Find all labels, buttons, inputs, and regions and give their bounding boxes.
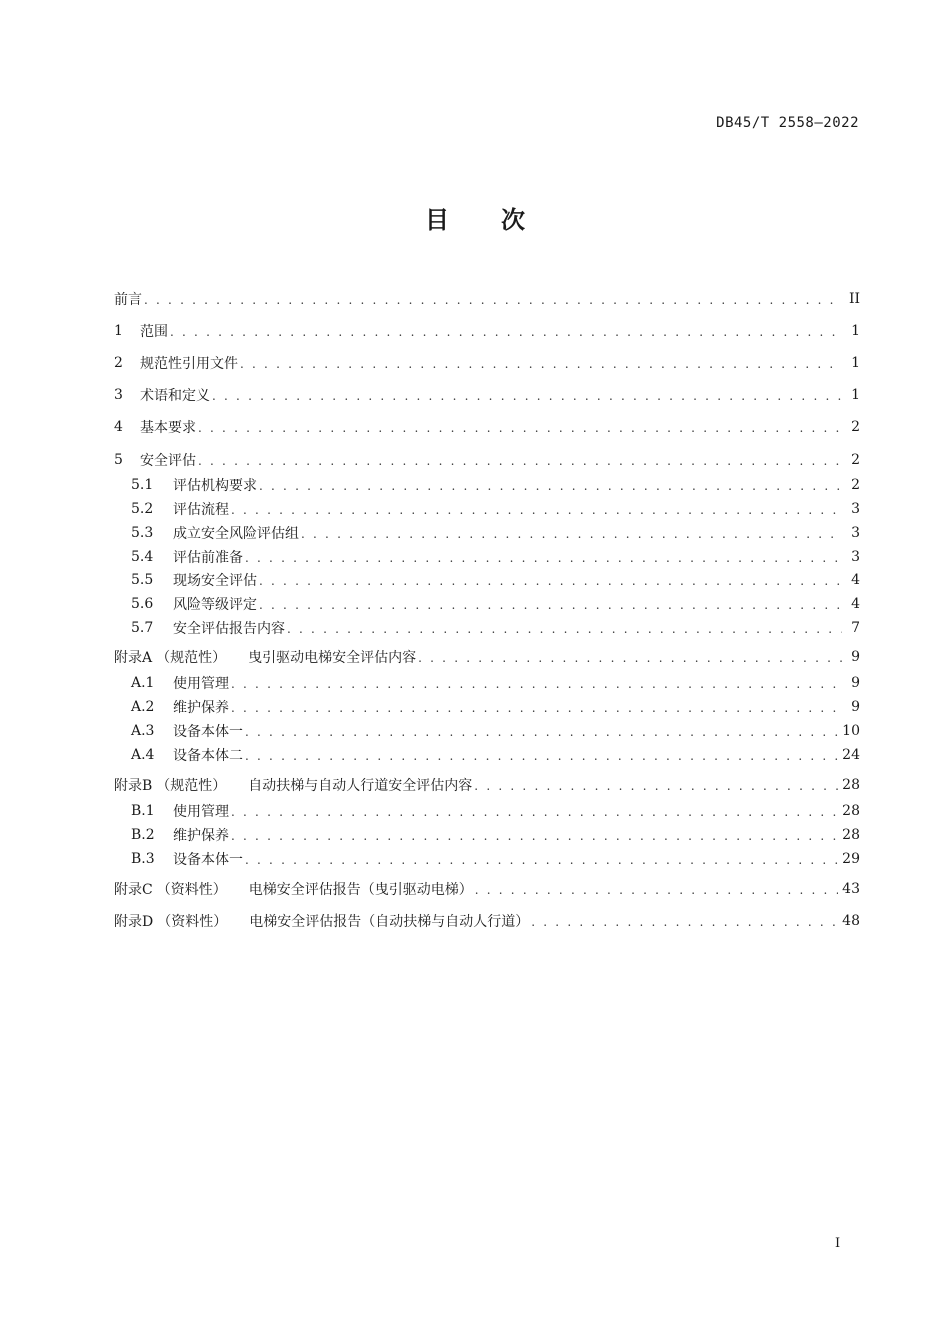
toc-number: 2	[114, 355, 123, 371]
toc-leader	[245, 723, 838, 739]
toc-number: 3	[114, 387, 123, 403]
toc-label: 维护保养	[173, 828, 229, 844]
toc-leader	[240, 355, 842, 371]
toc-label: 电梯安全评估报告（曳引驱动电梯）	[248, 882, 473, 898]
toc-entry-appendix-d[interactable]	[114, 911, 860, 931]
toc-entry-1[interactable]	[114, 321, 860, 341]
toc-leader	[475, 881, 838, 897]
toc-page: 10	[842, 723, 860, 739]
toc-entry-appendix-a[interactable]	[114, 647, 860, 667]
toc-label: 自动扶梯与自动人行道安全评估内容	[248, 778, 473, 794]
toc-number: 5.2	[131, 501, 154, 517]
toc-number: 5.5	[131, 572, 154, 588]
toc-appendix: 附录B	[114, 778, 153, 794]
toc-leader	[231, 675, 842, 691]
toc-page: 2	[851, 419, 860, 435]
toc-page: 29	[842, 851, 860, 867]
toc-label: 维护保养	[173, 700, 229, 716]
toc-entry-a-3[interactable]	[131, 721, 860, 741]
toc-leader	[170, 323, 842, 339]
toc-leader	[144, 291, 842, 307]
toc-entry-a-1[interactable]	[131, 673, 860, 693]
toc-number: A.4	[131, 747, 155, 763]
toc-number: 5.7	[131, 620, 154, 636]
toc-number: 5.6	[131, 596, 154, 612]
toc-label: 基本要求	[140, 420, 196, 436]
toc-label: 风险等级评定	[173, 597, 257, 613]
toc-number: 4	[114, 419, 123, 435]
toc-number: 5	[114, 452, 123, 468]
toc-entry-b-1[interactable]	[131, 801, 860, 821]
toc-label: 使用管理	[173, 676, 229, 692]
toc-label: 使用管理	[173, 804, 229, 820]
page-title	[0, 200, 950, 235]
toc-entry-3[interactable]	[114, 385, 860, 405]
toc-entry-5-1[interactable]	[131, 475, 860, 495]
toc-entry-5-6[interactable]	[131, 594, 860, 614]
toc-entry-5[interactable]	[114, 450, 860, 470]
toc-number: B.3	[131, 851, 155, 867]
toc-page: 9	[851, 675, 860, 691]
toc-leader	[259, 477, 842, 493]
title-char-1: 目	[425, 206, 449, 234]
toc-number: 5.1	[131, 477, 154, 493]
toc-page: 3	[851, 501, 860, 517]
toc-page: 28	[842, 803, 860, 819]
toc-page: 1	[851, 355, 860, 371]
toc-leader	[418, 649, 842, 665]
toc-page: 4	[851, 572, 860, 588]
toc-leader	[212, 387, 842, 403]
toc-appendix: 附录A	[114, 650, 153, 666]
toc-entry-a-4[interactable]	[131, 745, 860, 765]
toc-leader	[245, 851, 838, 867]
toc-page: 1	[851, 387, 860, 403]
toc-leader	[231, 803, 838, 819]
toc-entry-5-5[interactable]	[131, 570, 860, 590]
toc-leader	[231, 827, 838, 843]
toc-entry-5-3[interactable]	[131, 523, 860, 543]
toc-entry-b-2[interactable]	[131, 825, 860, 845]
toc-entry-b-3[interactable]	[131, 849, 860, 869]
toc-leader	[259, 596, 842, 612]
toc-number: 5.4	[131, 549, 154, 565]
toc-appendix: 附录D	[114, 914, 154, 930]
toc-page: 7	[851, 620, 860, 636]
toc-page: 24	[842, 747, 860, 763]
toc-entry-foreword[interactable]	[114, 289, 860, 309]
toc-label: 安全评估报告内容	[173, 621, 285, 637]
toc-page: 28	[842, 827, 860, 843]
toc-entry-5-4[interactable]	[131, 547, 860, 567]
standard-code: DB45/T 2558—2022	[716, 115, 859, 131]
toc-number: A.3	[131, 723, 155, 739]
toc-leader	[198, 419, 842, 435]
toc-number: B.2	[131, 827, 155, 843]
toc-appendix-type: （资料性）	[156, 882, 227, 898]
toc-leader	[474, 777, 838, 793]
toc-label: 安全评估	[140, 453, 196, 469]
toc-label: 电梯安全评估报告（自动扶梯与自动人行道）	[249, 914, 530, 930]
toc-entry-5-2[interactable]	[131, 499, 860, 519]
toc-page: 48	[842, 913, 860, 929]
toc-leader	[198, 452, 842, 468]
toc-leader	[531, 913, 838, 929]
toc-appendix: 附录C	[114, 882, 153, 898]
toc-number: A.2	[131, 699, 155, 715]
toc-entry-5-7[interactable]	[131, 618, 860, 638]
toc-page: 3	[851, 525, 860, 541]
page-number: I	[835, 1236, 841, 1251]
toc-page: 9	[851, 699, 860, 715]
toc-page: 9	[851, 649, 860, 665]
toc-label: 规范性引用文件	[140, 356, 238, 372]
toc-leader	[259, 572, 842, 588]
toc-entry-4[interactable]	[114, 417, 860, 437]
toc-leader	[287, 620, 842, 636]
toc-number: A.1	[131, 675, 155, 691]
toc-appendix-type: （资料性）	[157, 914, 228, 930]
toc-leader	[245, 747, 838, 763]
toc-page: 2	[851, 477, 860, 493]
toc-label: 评估前准备	[173, 550, 243, 566]
toc-leader	[245, 549, 842, 565]
toc-number: B.1	[131, 803, 155, 819]
toc-label: 现场安全评估	[173, 573, 257, 589]
toc-entry-a-2[interactable]	[131, 697, 860, 717]
toc-appendix-type: （规范性）	[156, 650, 227, 666]
toc-label: 设备本体一	[173, 852, 243, 868]
toc-leader	[231, 501, 842, 517]
toc-label: 曳引驱动电梯安全评估内容	[248, 650, 417, 666]
toc-entry-2[interactable]	[114, 353, 860, 373]
toc-entry-appendix-b[interactable]	[114, 775, 860, 795]
toc-leader	[301, 525, 842, 541]
toc-page: II	[848, 291, 860, 307]
toc-page: 28	[842, 777, 860, 793]
toc-page: 4	[851, 596, 860, 612]
toc-label: 设备本体一	[173, 724, 243, 740]
toc-label: 评估流程	[173, 502, 229, 518]
toc-appendix-type: （规范性）	[156, 778, 227, 794]
toc-page: 2	[851, 452, 860, 468]
toc-label: 术语和定义	[140, 388, 210, 404]
toc-leader	[231, 699, 842, 715]
toc-page: 3	[851, 549, 860, 565]
toc-number: 5.3	[131, 525, 154, 541]
toc-label: 范围	[140, 324, 168, 340]
toc-page: 43	[842, 881, 860, 897]
toc-entry-appendix-c[interactable]	[114, 879, 860, 899]
toc-page: 1	[851, 323, 860, 339]
toc-label: 成立安全风险评估组	[173, 526, 299, 542]
toc-label: 前言	[114, 292, 142, 308]
title-char-2: 次	[501, 206, 525, 234]
toc-label: 设备本体二	[173, 748, 243, 764]
toc-number: 1	[114, 323, 123, 339]
toc-label: 评估机构要求	[173, 478, 257, 494]
